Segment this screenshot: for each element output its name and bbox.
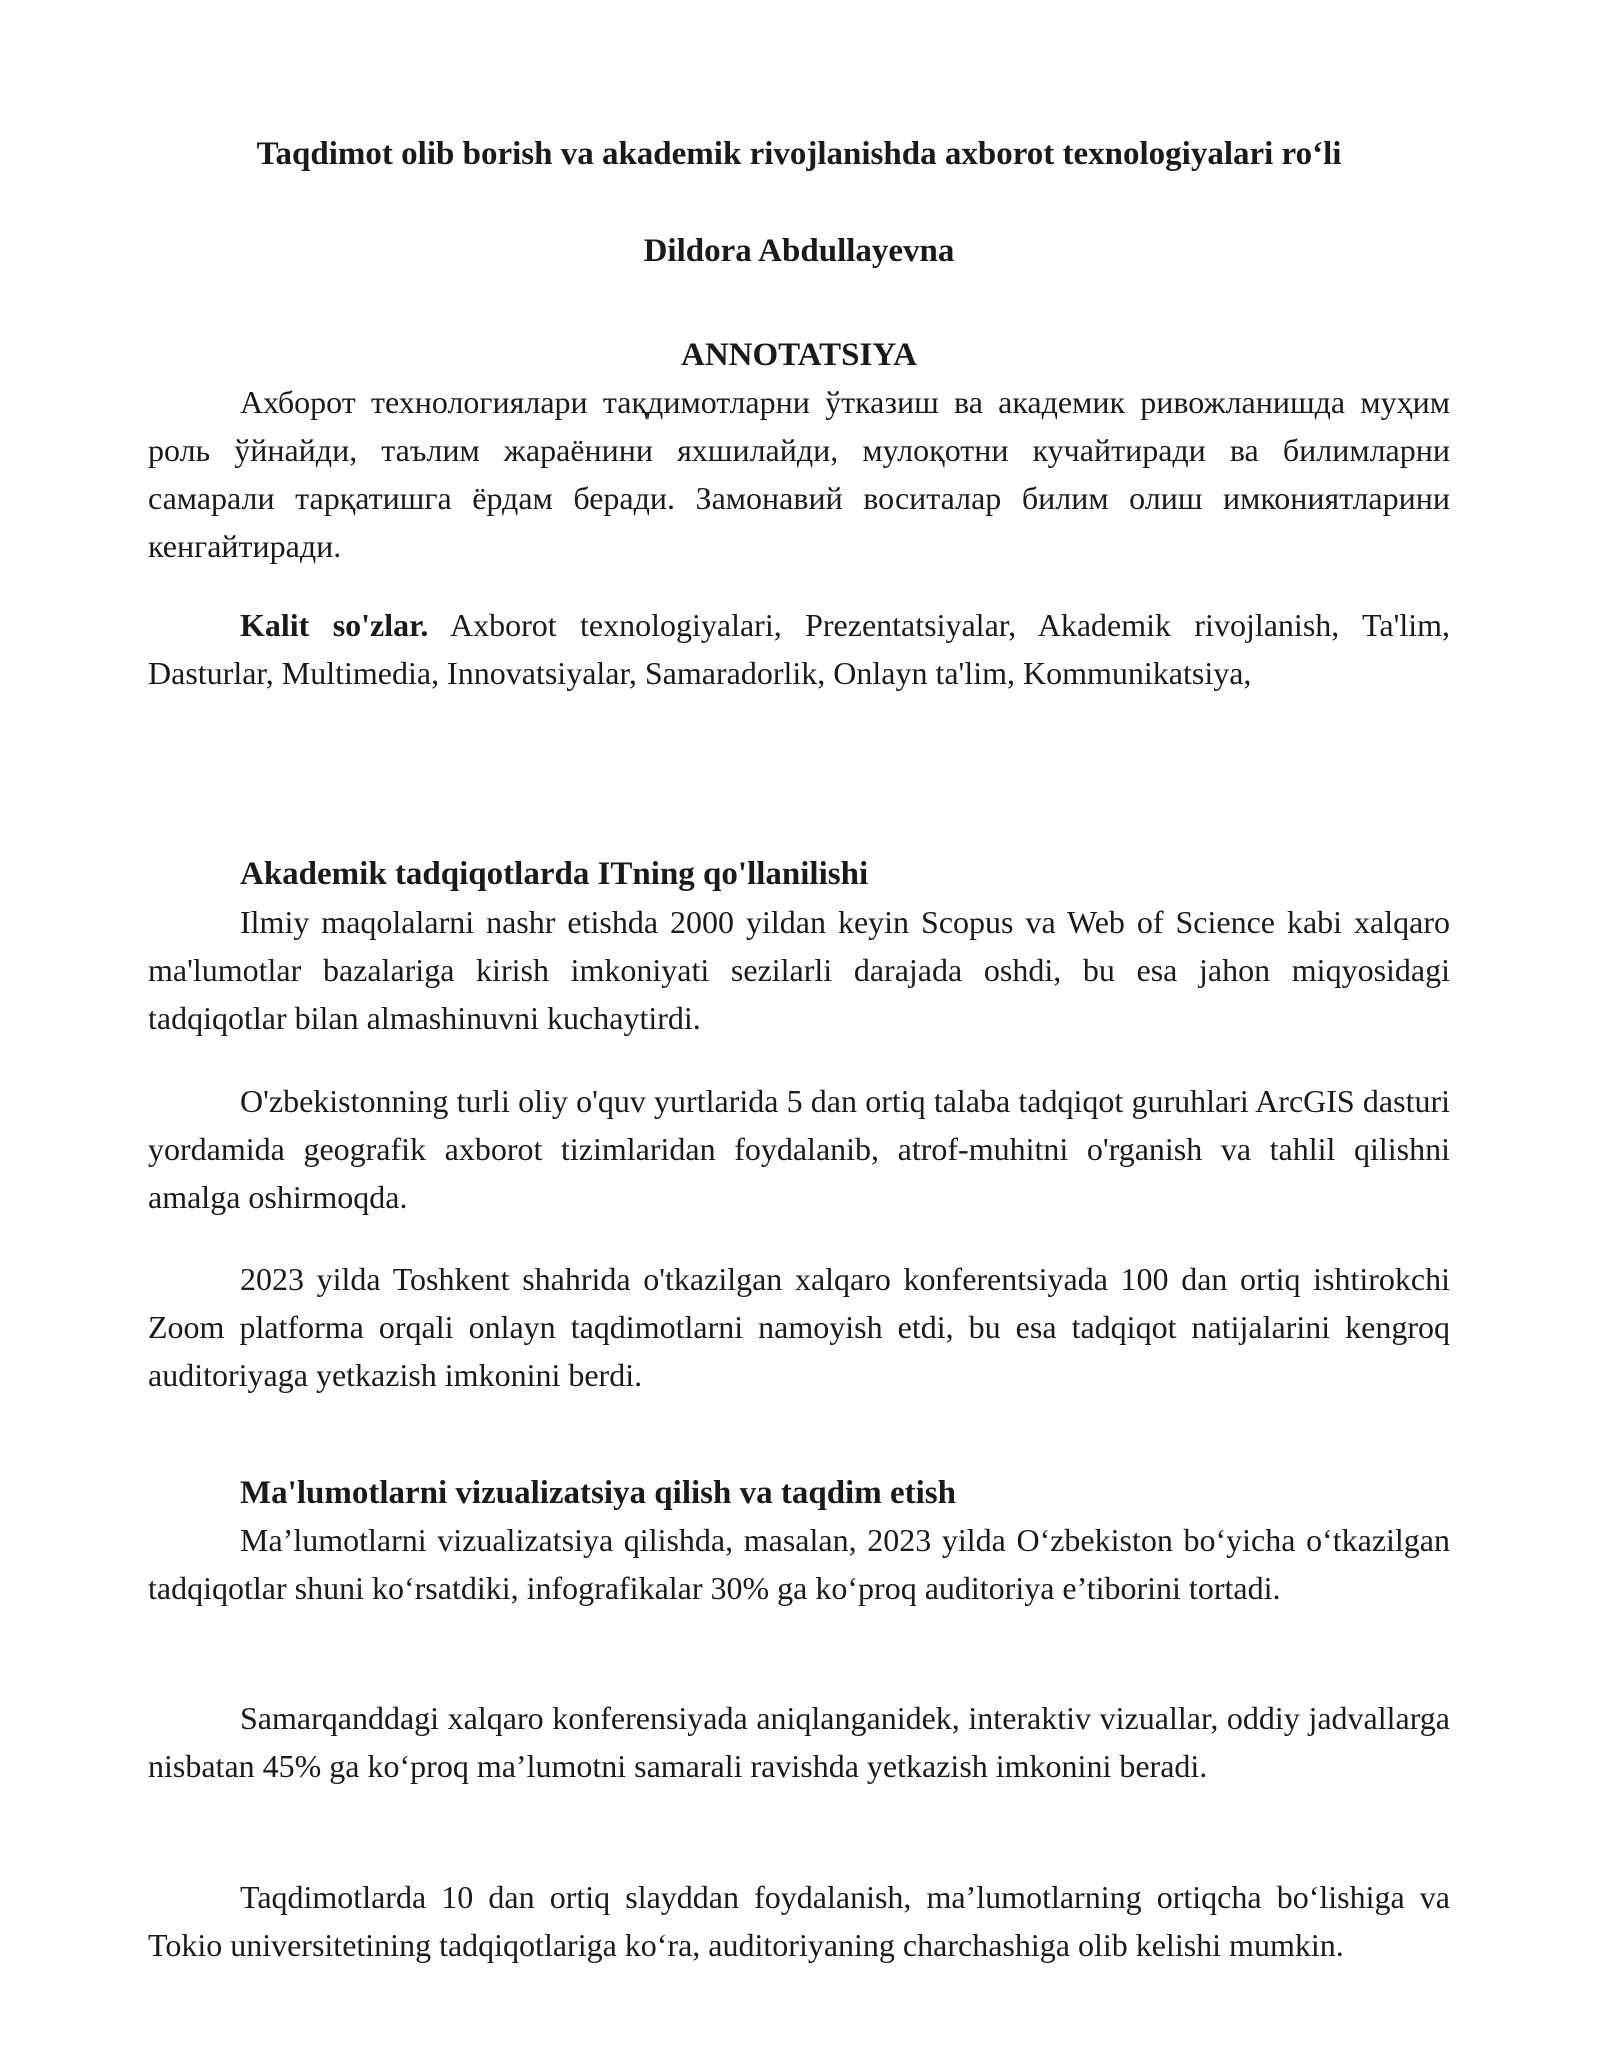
section-heading: Akademik tadqiqotlarda ITning qo'llanilishi [240, 856, 869, 892]
keywords-text: Axborot texnologiyalari, Prezentatsiyalar, Akademik rivojlanish, Ta'lim, Dasturlar, Multimedia, Innovatsiyalar, Samaradorlik, Onlayn ta'lim, Kommunikatsiya, [148, 607, 1450, 691]
body-paragraph: Ilmiy maqolalarni nashr etishda 2000 yildan keyin Scopus va Web of Science kabi xalqaro ma'lumotlar bazalariga kirish imkoniyati sezilarli darajada oshdi, bu esa jahon miqyosidagi tadqiqotlar bilan almashinuvni kuchaytirdi. [148, 904, 1450, 1036]
body-paragraph: Ma’lumotlarni vizualizatsiya qilishda, masalan, 2023 yilda O‘zbekiston bo‘yicha o‘tkazilgan tadqiqotlar shuni ko‘rsatdiki, infografikalar 30% ga ko‘proq auditoriya e’tiborini tortadi. [148, 1522, 1450, 1606]
body-paragraph: O'zbekistonning turli oliy o'quv yurtlarida 5 dan ortiq talaba tadqiqot guruhlari ArcGIS dasturi yordamida geografik axborot tizimlaridan foydalanib, atrof-muhitni o'rganish va tahlil qilishni amalga oshirmoqda. [148, 1083, 1450, 1215]
body-paragraph: Samarqanddagi xalqaro konferensiyada aniqlanganidek, interaktiv vizuallar, oddiy jadvallarga nisbatan 45% ga ko‘proq ma’lumotni samarali ravishda yetkazish imkonini beradi. [148, 1700, 1450, 1784]
body-paragraph: 2023 yilda Toshkent shahrida o'tkazilgan xalqaro konferentsiyada 100 dan ortiq ishtirokchi Zoom platforma orqali onlayn taqdimotlarni namoyish etdi, bu esa tadqiqot natijalarini kengroq auditoriyaga yetkazish imkonini berdi. [148, 1261, 1450, 1393]
annotation-heading: ANNOTATSIYA [681, 337, 917, 373]
section-heading: Ma'lumotlarni vizualizatsiya qilish va taqdim etish [240, 1475, 956, 1511]
author-name: Dildora Abdullayevna [643, 233, 955, 269]
annotation-paragraph: Ахборот технологиялари тақдимотларни ўтказиш ва академик ривожланишда муҳим роль ўйнайди, таълим жараёнини яхшилайди, мулоқотни кучайтиради ва билимларни самарали тарқатишга ёрдам беради. Замонавий воситалар билим олиш имкониятларини кенгайтиради. [148, 384, 1450, 564]
document-title: Taqdimot olib borish va akademik rivojlanishda axborot texnologiyalari ro‘li [256, 136, 1342, 172]
body-paragraph: Taqdimotlarda 10 dan ortiq slayddan foydalanish, ma’lumotlarning ortiqcha bo‘lishiga va Tokio universitetining tadqiqotlariga ko‘ra, auditoriyaning charchashiga olib kelishi mumkin. [148, 1879, 1450, 1963]
keywords-label: Kalit so'zlar. [240, 607, 429, 643]
keywords-paragraph [148, 601, 1450, 697]
